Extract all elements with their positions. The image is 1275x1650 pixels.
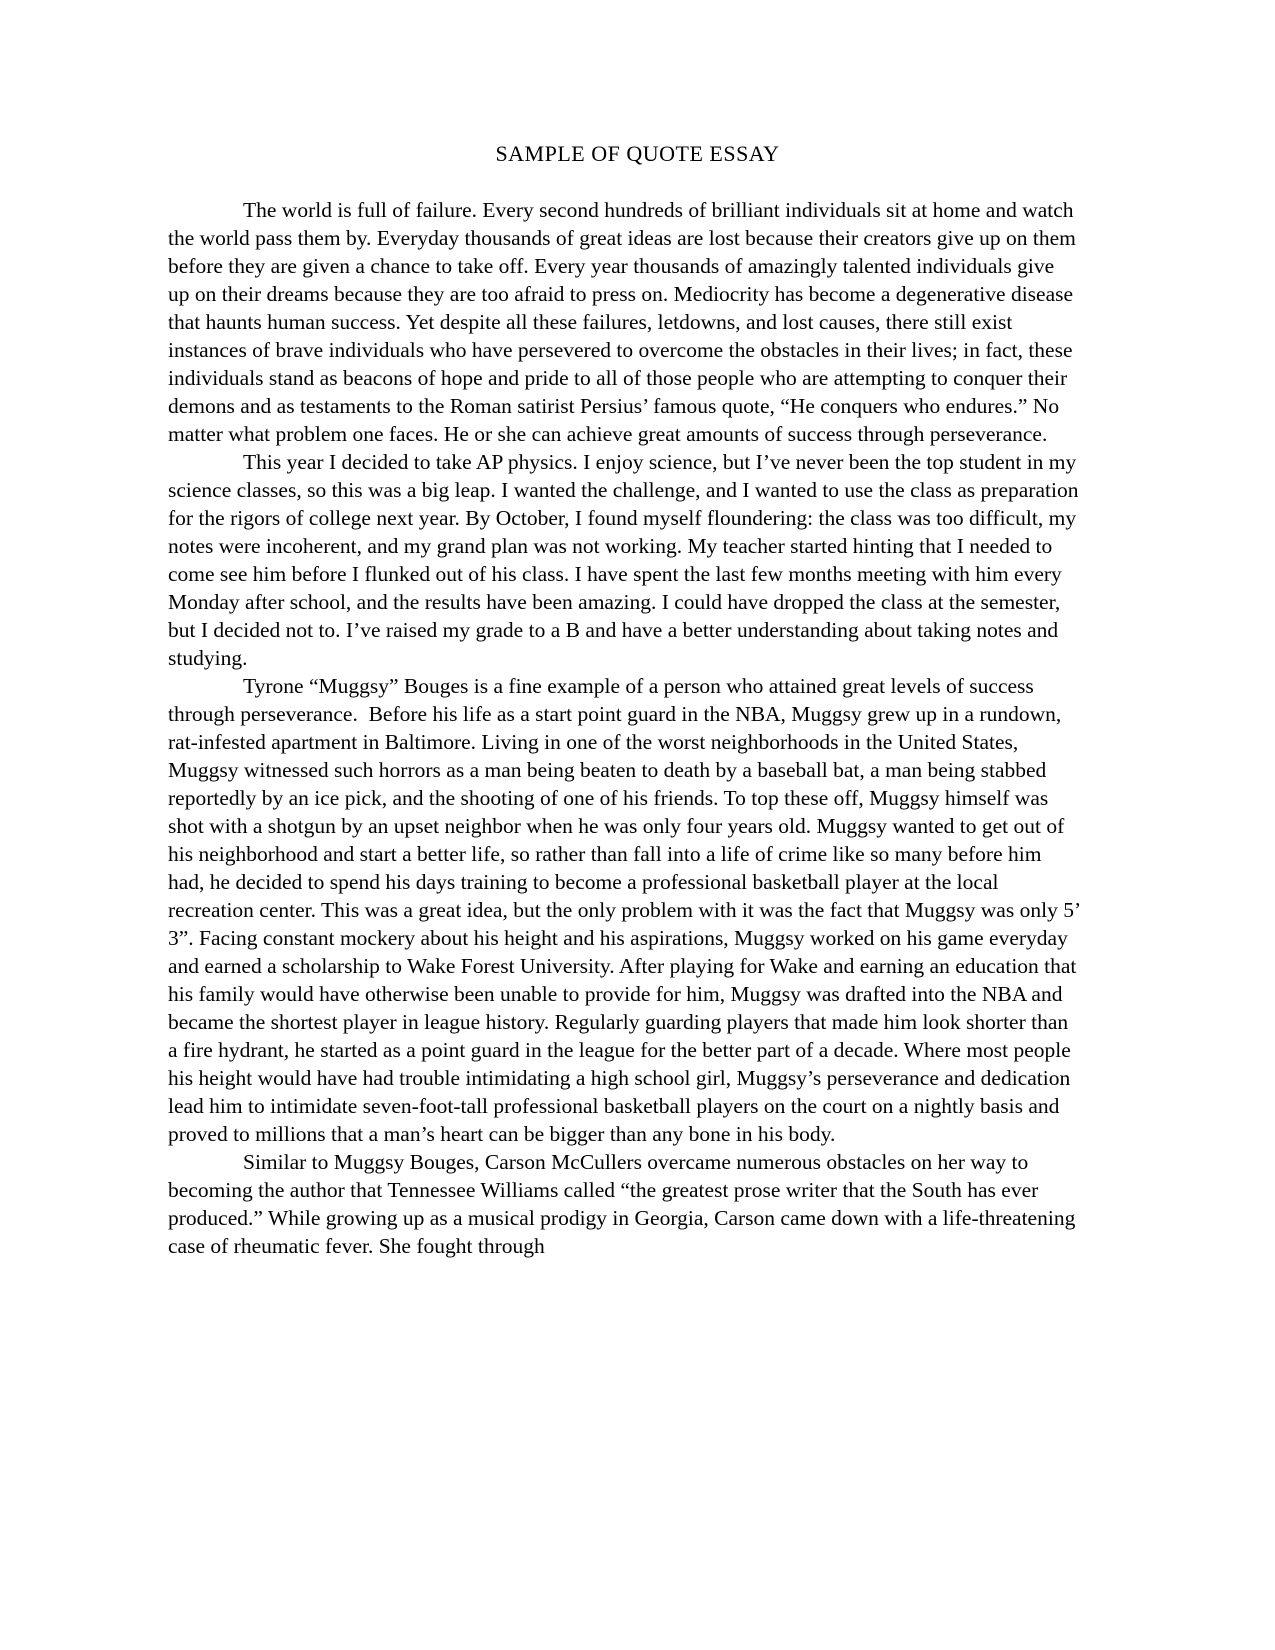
essay-paragraph-muggsy: Tyrone “Muggsy” Bouges is a fine example of a person who attained great levels of success through perseverance. Before his life as a start point guard in the NBA, Muggsy grew up in a rundown, rat-infested apartment in Baltimore. Living in one of the worst neighborhoods in the United States, Muggsy witnessed such horrors as a man being beaten to death by a baseball bat, a man being stabbed reportedly by an ice pick, and the shooting of one of his friends. To top these off, Muggsy himself was shot with a shotgun by an upset neighbor when he was only four years old. Muggsy wanted to get out of his neighborhood and start a better life, so rather than fall into a life of crime like so many before him had, he decided to spend his days training to become a professional basketball player at the local recreation center. This was a great idea, but the only problem with it was the fact that Muggsy was only 5’ 3”. Facing constant mockery about his height and his aspirations, Muggsy worked on his game everyday and earned a scholarship to Wake Forest University. After playing for Wake and earning an education that his family would have otherwise been unable to provide for him, Muggsy was drafted into the NBA and became the shortest player in league history. Regularly guarding players that made him look shorter than a fire hydrant, he started as a point guard in the league for the better part of a decade. Where most people his height would have had trouble intimidating a high school girl, Muggsy’s perseverance and dedication lead him to intimidate seven-foot-tall professional basketball players on the court on a nightly basis and proved to millions that a man’s heart can be bigger than any bone in his body. xyxy=(168,674,1085,1146)
essay-paragraph-ap-physics: This year I decided to take AP physics. I enjoy science, but I’ve never been the top student in my science classes, so this was a big leap. I wanted the challenge, and I wanted to use the class as preparation for the rigors of college next year. By October, I found myself floundering: the class was too difficult, my notes were incoherent, and my grand plan was not working. My teacher started hinting that I needed to come see him before I flunked out of his class. I have spent the last few months meeting with him every Monday after school, and the results have been amazing. I could have dropped the class at the semester, but I decided not to. I’ve raised my grade to a B and have a better understanding about taking notes and studying. xyxy=(168,450,1084,670)
essay-body xyxy=(168,196,1085,1260)
essay-title: SAMPLE OF QUOTE ESSAY xyxy=(495,141,780,166)
essay-paragraph-carson: Similar to Muggsy Bouges, Carson McCullers overcame numerous obstacles on her way to becoming the author that Tennessee Williams called “the greatest prose writer that the South has ever produced.” While growing up as a musical prodigy in Georgia, Carson came down with a life-threatening case of rheumatic fever. She fought through xyxy=(168,1150,1081,1258)
essay-paragraph-intro: The world is full of failure. Every second hundreds of brilliant individuals sit at home and watch the world pass them by. Everyday thousands of great ideas are lost because their creators give up on them before they are given a chance to take off. Every year thousands of amazingly talented individuals give up on their dreams because they are too afraid to press on. Mediocrity has become a degenerative disease that haunts human success. Yet despite all these failures, letdowns, and lost causes, there still exist instances of brave individuals who have persevered to overcome the obstacles in their lives; in fact, these individuals stand as beacons of hope and pride to all of those people who are attempting to conquer their demons and as testaments to the Roman satirist Persius’ famous quote, “He conquers who endures.” No matter what problem one faces. He or she can achieve great amounts of success through perseverance. xyxy=(168,198,1082,446)
